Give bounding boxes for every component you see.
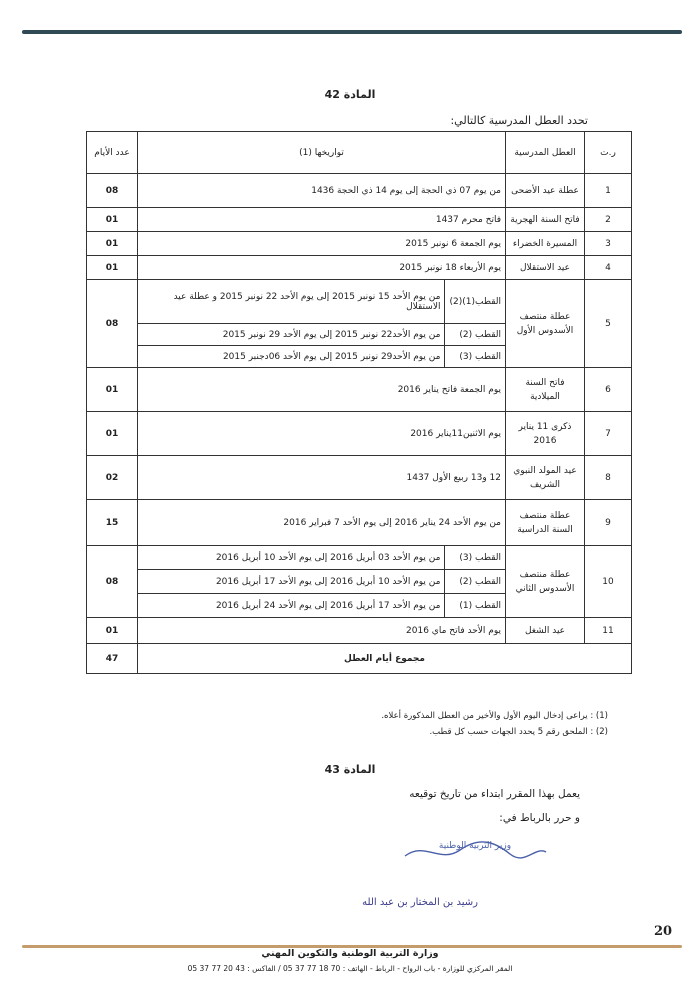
sub-dates: من يوم الأحد29 نونبر 2015 إلى يوم الأحد 06دجنبر 2015	[138, 346, 445, 368]
holiday-table	[86, 131, 632, 674]
table-row	[87, 256, 632, 280]
table-row	[87, 618, 632, 644]
sub-label: القطب (1)	[445, 594, 506, 618]
page-number: 20	[654, 924, 673, 939]
header-num: ر.ت	[585, 132, 632, 174]
intro-text: تحدد العطل المدرسية كالتالي:	[450, 114, 588, 127]
sub-dates: من يوم الأحد 10 أبريل 2016 إلى يوم الأحد 17 أبريل 2016	[138, 570, 445, 594]
table-row	[87, 456, 632, 500]
sub-dates: من يوم الأحد 17 أبريل 2016 إلى يوم الأحد 24 أبريل 2016	[138, 594, 445, 618]
header-days: عدد الأيام	[87, 132, 138, 174]
sub-label: القطب (3)	[445, 546, 506, 570]
row-name: المسيرة الخضراء	[506, 232, 585, 256]
row-name: فاتح السنة الهجرية	[506, 208, 585, 232]
header-dates: تواريخها (1)	[138, 132, 506, 174]
row-num: 7	[585, 412, 632, 456]
footer-address: المقر المركزي للوزارة - باب الرواح - الرباط - الهاتف : 70 18 77 37 05 / الفاكس : 43 20 77 37 05	[187, 964, 513, 973]
row-dates: من يوم 07 ذي الحجة إلى يوم 14 ذي الحجة 1436	[138, 174, 506, 208]
table-row	[87, 368, 632, 412]
row-dates: فاتح محرم 1437	[138, 208, 506, 232]
signed-at-text: و حرر بالرباط في:	[499, 812, 580, 824]
table-row	[87, 500, 632, 546]
signature-stamp	[400, 836, 550, 866]
article-43-heading: المادة 43	[324, 763, 376, 776]
header-name: العطل المدرسية	[506, 132, 585, 174]
row-name: فاتح السنة الميلادية	[506, 368, 585, 412]
row-name: عطلة منتصف الأسدوس الثاني	[506, 546, 585, 618]
row-dates: يوم الأحد فاتح ماي 2016	[138, 618, 506, 644]
row-num: 11	[585, 618, 632, 644]
row-days: 08	[87, 546, 138, 618]
table-header-row	[87, 132, 632, 174]
row-num: 1	[585, 174, 632, 208]
sub-label: القطب (3)	[445, 346, 506, 368]
article-42-heading: المادة 42	[324, 88, 376, 101]
total-days: 47	[87, 644, 138, 674]
row-dates: يوم الاثنين11يناير 2016	[138, 412, 506, 456]
footnote-2: (2) : الملحق رقم 5 يحدد الجهات حسب كل قطب.	[429, 727, 608, 737]
row-days: 01	[87, 412, 138, 456]
table-row	[87, 208, 632, 232]
row-days: 01	[87, 618, 138, 644]
signer-name: رشيد بن المختار بن عبد الله	[362, 897, 478, 908]
header-rule	[22, 30, 682, 34]
table-row	[87, 232, 632, 256]
row-dates: من يوم الأحد 24 يناير 2016 إلى يوم الأحد 7 فبراير 2016	[138, 500, 506, 546]
table-row	[87, 174, 632, 208]
row-num: 9	[585, 500, 632, 546]
total-label: مجموع أيام العطل	[138, 644, 632, 674]
sub-dates: من يوم الأحد 15 نونبر 2015 إلى يوم الأحد 22 نونبر 2015 و عطلة عيد الاستقلال	[138, 280, 445, 324]
row-num: 8	[585, 456, 632, 500]
row-days: 01	[87, 232, 138, 256]
sub-dates: من يوم الأحد22 نونبر 2015 إلى يوم الأحد 29 نونبر 2015	[138, 324, 445, 346]
row-name: عيد الشغل	[506, 618, 585, 644]
sub-dates: من يوم الأحد 03 أبريل 2016 إلى يوم الأحد 10 أبريل 2016	[138, 546, 445, 570]
row-name: ذكرى 11 يناير 2016	[506, 412, 585, 456]
row-dates: يوم الجمعة 6 نونبر 2015	[138, 232, 506, 256]
total-row	[87, 644, 632, 674]
row-num: 6	[585, 368, 632, 412]
row-num: 10	[585, 546, 632, 618]
row-days: 01	[87, 256, 138, 280]
table-row	[87, 546, 632, 570]
sub-label: القطب (2)	[445, 324, 506, 346]
row-num: 4	[585, 256, 632, 280]
row-num: 3	[585, 232, 632, 256]
row-name: عيد الاستقلال	[506, 256, 585, 280]
row-name: عطلة منتصف السنة الدراسية	[506, 500, 585, 546]
row-dates: يوم الأربعاء 18 نونبر 2015	[138, 256, 506, 280]
signature-title: وزير التربية الوطنية	[438, 841, 512, 851]
row-num: 2	[585, 208, 632, 232]
table-row	[87, 280, 632, 324]
row-num: 5	[585, 280, 632, 368]
sub-label: القطب (2)	[445, 570, 506, 594]
footer-ministry: وزارة التربية الوطنية والتكوين المهني	[261, 948, 439, 959]
row-days: 02	[87, 456, 138, 500]
row-days: 01	[87, 208, 138, 232]
effective-text: يعمل بهذا المقرر ابتداء من تاريخ توقيعه	[409, 788, 580, 800]
sub-label: القطب(1)(2)	[445, 280, 506, 324]
footnote-1: (1) : يراعى إدخال اليوم الأول والأخير من العطل المذكورة أعلاه.	[381, 711, 608, 721]
row-name: عيد المولد النبوي الشريف	[506, 456, 585, 500]
row-days: 15	[87, 500, 138, 546]
table-row	[87, 412, 632, 456]
row-days: 08	[87, 280, 138, 368]
row-dates: 12 و13 ربيع الأول 1437	[138, 456, 506, 500]
row-name: عطلة عيد الأضحى	[506, 174, 585, 208]
row-days: 01	[87, 368, 138, 412]
row-dates: يوم الجمعة فاتح يناير 2016	[138, 368, 506, 412]
row-name: عطلة منتصف الأسدوس الأول	[506, 280, 585, 368]
row-days: 08	[87, 174, 138, 208]
